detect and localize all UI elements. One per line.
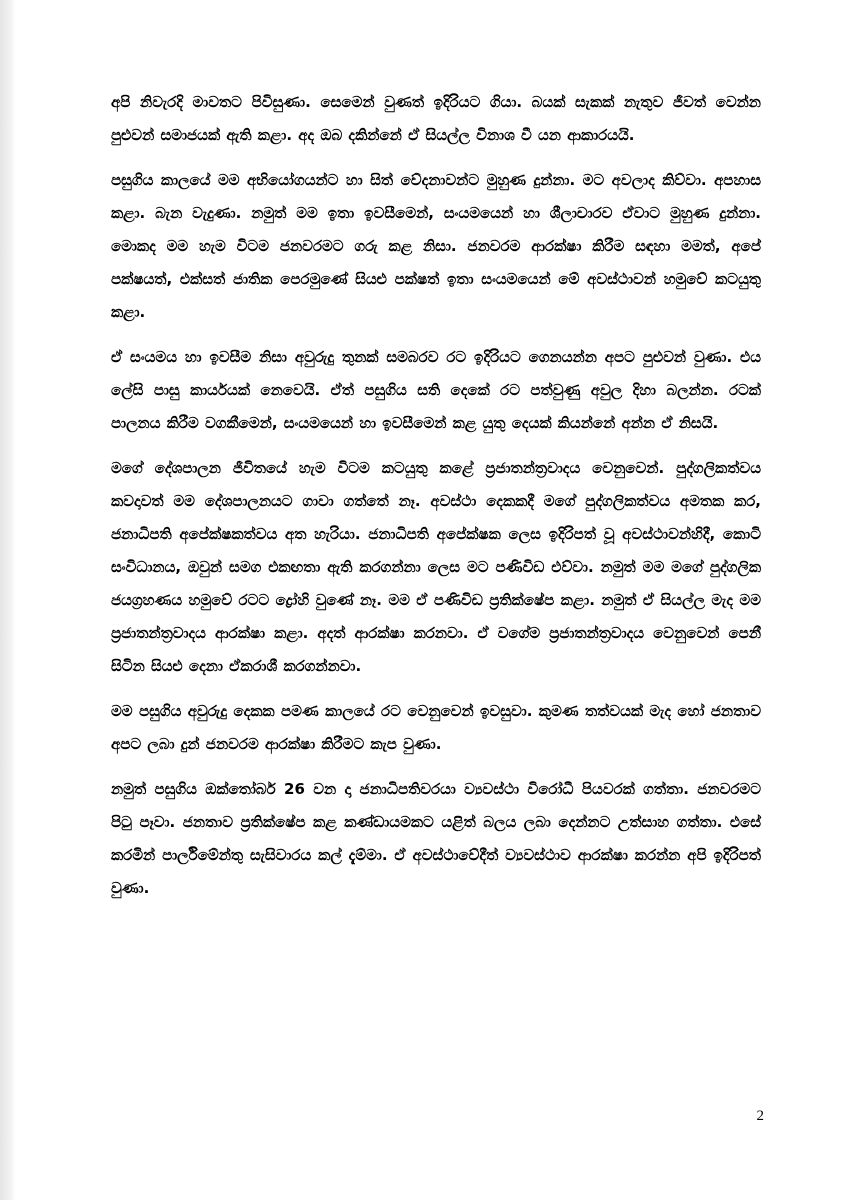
paragraph-4: මගේ දේශපාලන ජීවිතයේ හැම විටම කටයුතු කළේ ප්‍රජාතන්ත්‍රවාදය වෙනුවෙන්. පුද්ගලිකත්වය කවදාවත් මම දේශපාලනයට ගාවා ගත්තේ නෑ. අවස්ථා දෙකකදී මගේ පුද්ගලිකත්වය අමතක කර, ජනාධිපති අපේක්ෂකත්වය අත හැරියා. ජනාධිපති අපේක්ෂක ලෙස ඉදිරිපත් වූ අවස්ථාවන්හිදී, කොටි සංවිධානය, ඔවුන් සමග එකඟතා ඇති කරගන්නා ලෙස මට පණිවිඩ එව්වා. නමුත් මම මගේ පුද්ගලික ජයග්‍රහණය හමුවේ රටට ද්‍රෝහි වුණේ නෑ. මම ඒ පණිවිඩ ප්‍රතික්ෂේප කළා. නමුත් ඒ සියල්ල මැද මම ප්‍රජාතන්ත්‍රවාදය ආරක්ෂා කළා. අදත් ආරක්ෂා කරනවා. ඒ වගේම ප්‍රජාතන්ත්‍රවාදය වෙනුවෙන් පෙනී සිටින සියළු දෙනා ඒකරාශී කරගන්නවා. (111, 459, 761, 675)
document-body (111, 86, 761, 917)
page-number: 2 (756, 1108, 764, 1124)
paragraph-2: පසුගිය කාලයේ මම අභියෝගයන්ට හා සිත් වේදනාවන්ට මුහුණ දුන්නා. මට අවලාද කිව්වා. අපහාස කළා. බැන වැදුණා. නමුත් මම ඉතා ඉවසීමෙන්, සංයමයෙන් හා ශීලාචාරව ඒවාට මුහුණ දුන්නා. මොකද මම හැම විටම ජනවරමට ගරු කළ නිසා. ජනවරම ආරක්ෂා කිරීම සඳහා මමත්, අපේ පක්ෂයත්, එක්සත් ජාතික පෙරමුණේ සියළු පක්ෂත් ඉතා සංයමයෙන් මේ අවස්ථාවන් හමුවේ කටයුතු කළා. (111, 171, 761, 321)
paragraph-1: අපි නිවැරදි මාවතට පිවිසුණා. සෙමෙන් වුණත් ඉදිරියට ගියා. බයක් සැකක් නැතුව ජීවත් වෙන්න පුළුවන් සමාජයක් ඇති කළා. අද ඔබ දකින්නේ ඒ සියල්ල විනාශ වී යන ආකාරයයි. (111, 93, 761, 144)
paragraph-6: නමුත් පසුගිය ඔක්තෝබර් 26 වන දා ජනාධිපතිවරයා ව්‍යවස්ථා විරෝධී පියවරක් ගත්තා. ජනවරමට පිටු පෑවා. ජනතාව ප්‍රතික්ෂේප කළ කණ්ඩායමකට යළිත් බලය ලබා දෙන්නට උත්සාහ ගත්තා. එසේ කරමින් පාර්ලිමේන්තු සැසිවාරය කල් දැම්මා. ඒ අවස්ථාවේදීත් ව්‍යවස්ථාව ආරක්ෂා කරන්න අපි ඉදිරිපත් වුණා. (111, 780, 761, 897)
scan-edge-shadow (0, 0, 16, 1200)
paragraph-5: මම පසුගිය අවුරුදු දෙකක පමණ කාලයේ රට වෙනුවෙන් ඉවසුවා. කුමණ තත්වයක් මැද හෝ ජනතාව අපට ලබා දුන් ජනවරම ආරක්ෂා කිරීමට කැප වුණා. (111, 702, 761, 753)
paragraph-3: ඒ සංයමය හා ඉවසීම නිසා අවුරුදු තුනක් සමබරව රට ඉදිරියට ගෙනයන්න අපට පුළුවන් වුණා. එය ලේසි පාසු කාර්යයක් නෙවෙයි. ඒත් පසුගිය සති දෙකේ රට පත්වුණු අවුල දිහා බලන්න. රටක් පාලනය කිරීම වගකීමෙන්, සංයමයෙන් හා ඉවසීමෙන් කළ යුතු දෙයක් කියන්නේ අන්න ඒ නිසයි. (111, 348, 761, 432)
